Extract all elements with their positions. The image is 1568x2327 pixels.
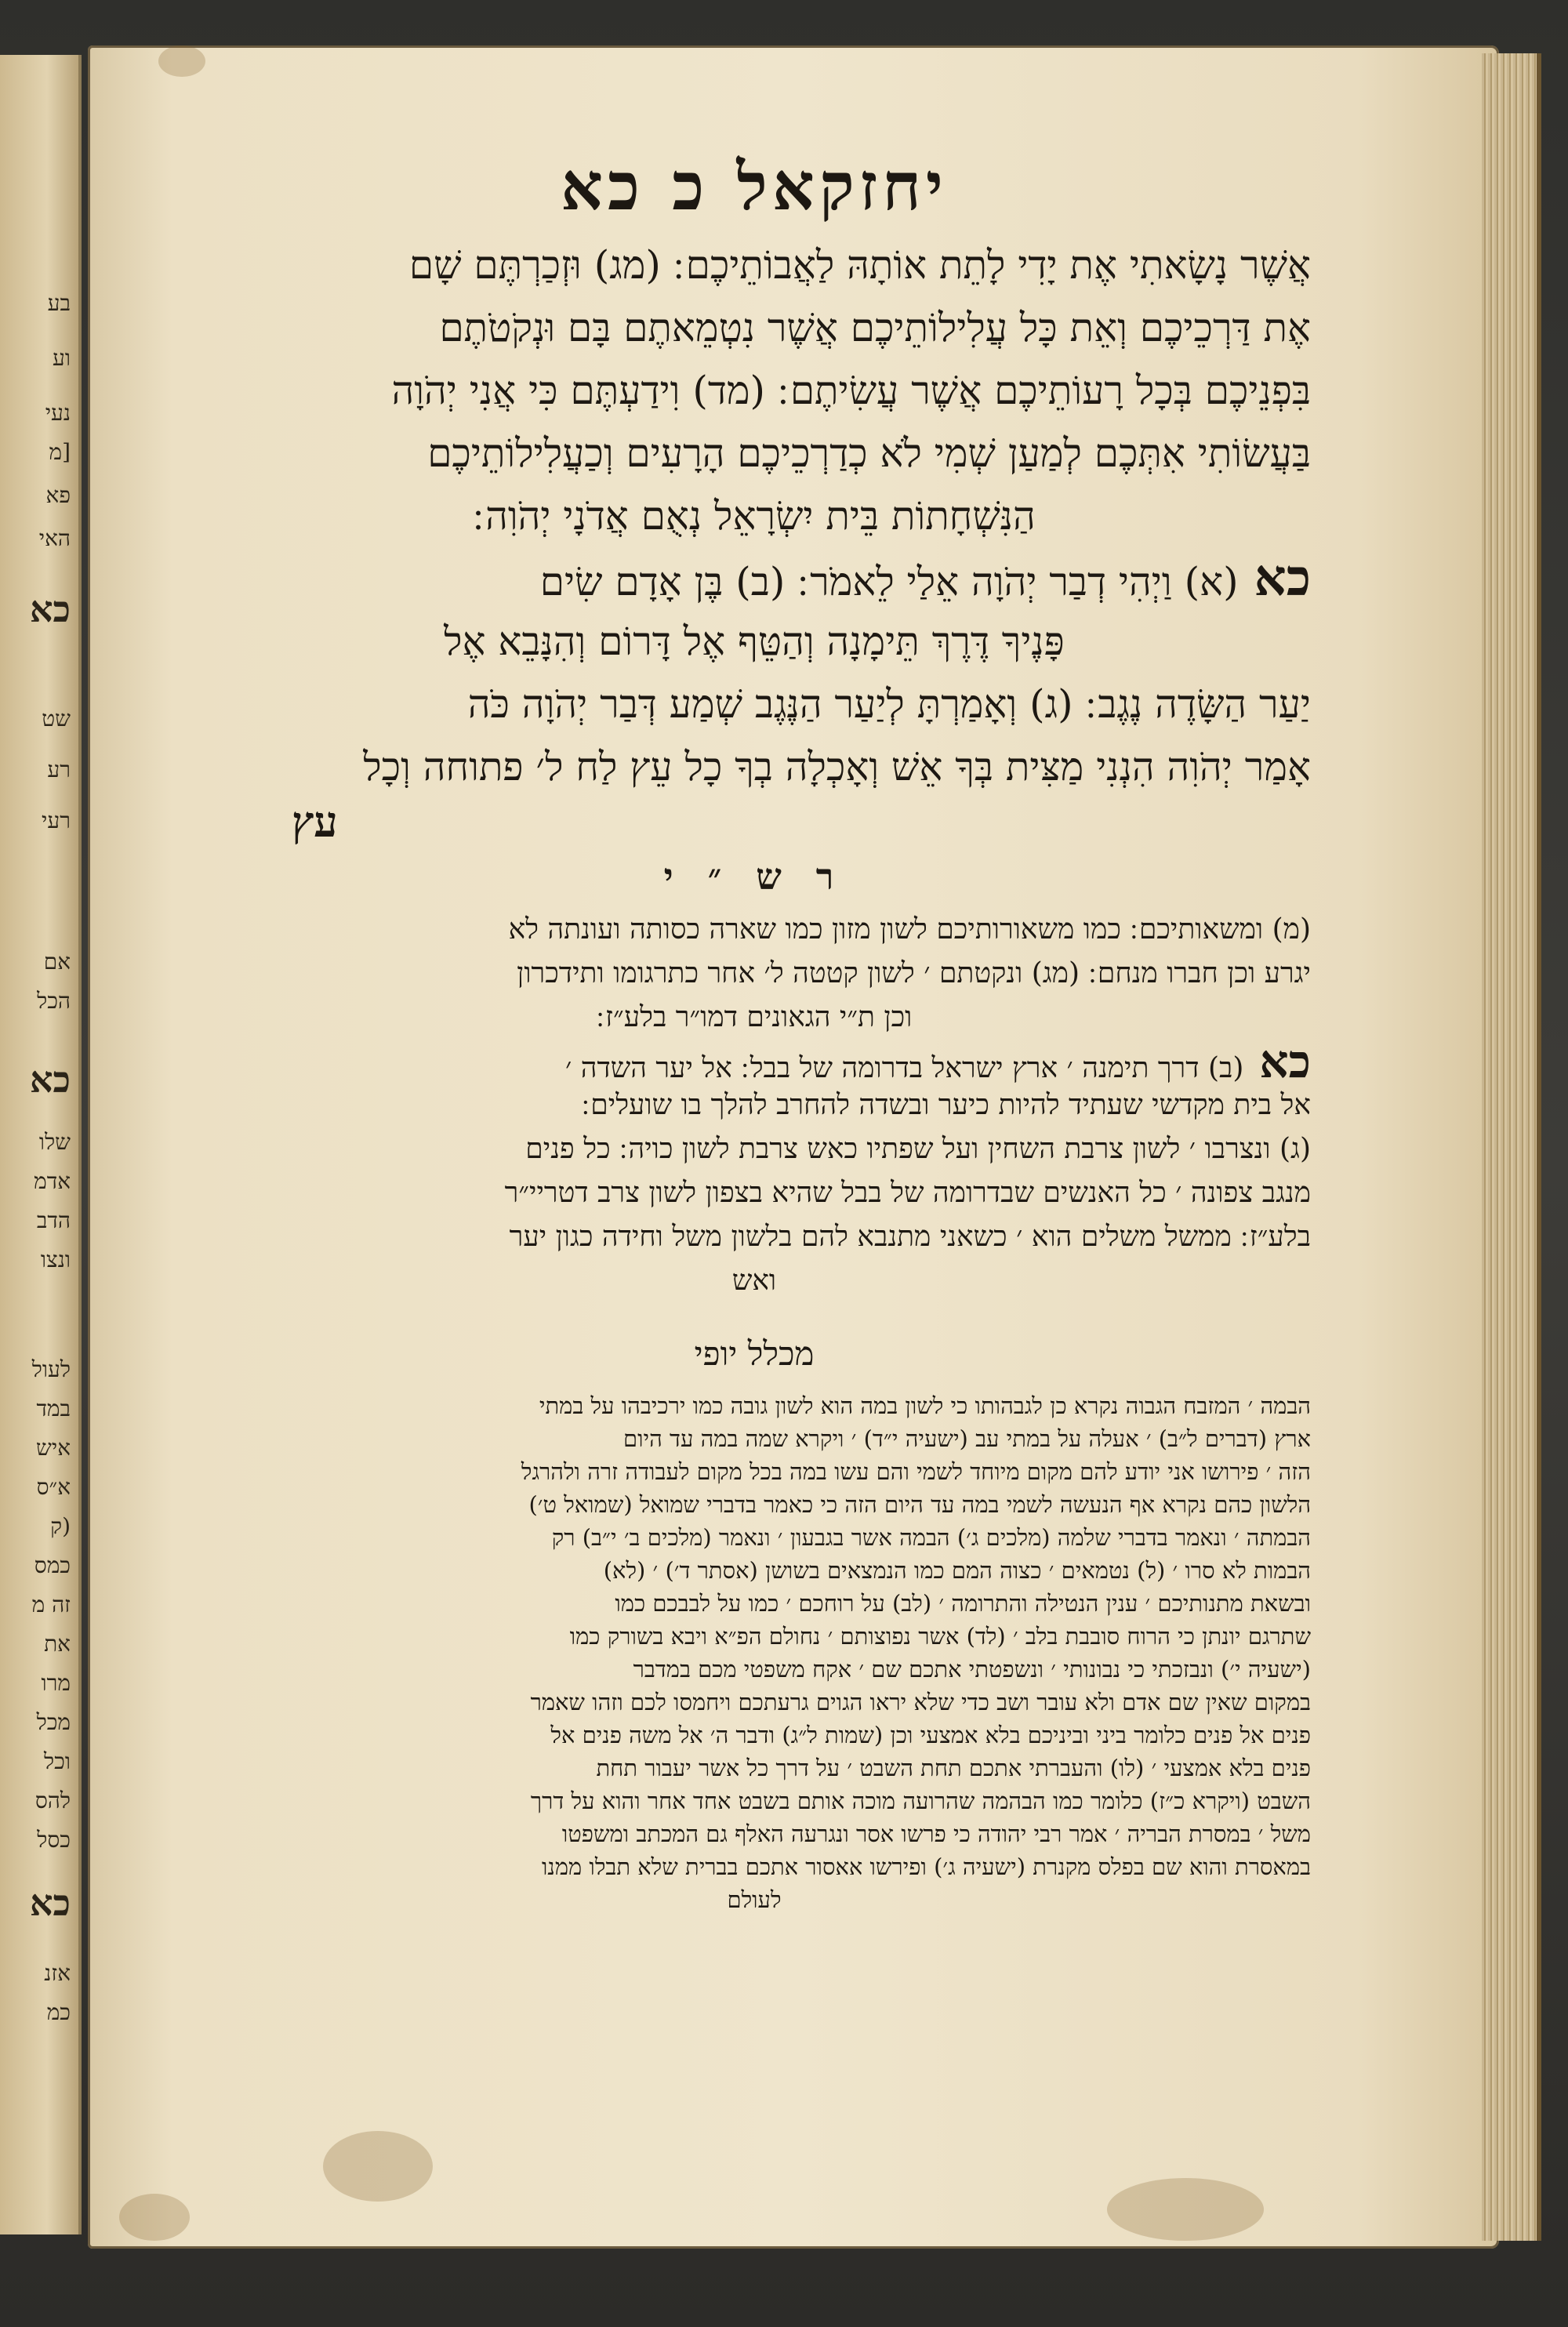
margin-word: נעי — [45, 400, 71, 426]
margin-word: רעי — [42, 808, 71, 833]
commentary-line: ארץ (דברים ל״ב) ׳ אעלה על במתי עב (ישעיה י״ד) ׳ ויקרא שמה במה עד היום — [623, 1425, 1311, 1452]
margin-word: במד — [36, 1396, 71, 1421]
margin-word: כא — [29, 588, 71, 630]
page-edges — [1482, 53, 1541, 2241]
left-page-edge — [0, 55, 82, 2234]
scripture-line: יַעַר הַשָּׂדֶה נֶגֶב ׃ (ג) וְאָמַרְתָּ לְיַעַר הַנֶּגֶב שְׁמַע דְּבַר יְהֹוָה כֹּה — [467, 681, 1311, 727]
chapter-number: כא — [1254, 549, 1311, 608]
margin-word: מכל — [36, 1709, 71, 1735]
rashi-line: בלע״ז ׃ ממשל משלים הוא ׳ כשאני מתנבא להם בלשון משל וחידה כגון יער — [509, 1221, 1311, 1253]
scripture-line: אֲשֶׁר נָשָׂאתִי אֶת יָדִי לָתֵת אוֹתָהּ לַאֲבוֹתֵיכֶם ׃ (מג) וּזְכַרְתֶּם שָׁם — [408, 242, 1311, 288]
commentary-line: הזה ׳ פירושו אני יודע להם מקום מיוחד לשמי והם עשו במה בכל מקום לעבודה זרה ולהרגל — [521, 1458, 1311, 1485]
margin-word: כא — [29, 1058, 71, 1101]
margin-word: מרו — [41, 1670, 71, 1696]
catchword: עץ — [292, 797, 338, 847]
margin-word: כמ — [46, 1999, 71, 2025]
rashi-line: (מ) ומשאותיכם ׃ כמו משאורותיכם לשון מזון כמו שארה כסותה ועונתה לא — [508, 913, 1311, 946]
commentary-line: הלשון כהם נקרא אף הנעשה לשמי במה עד היום הזה כי כאמר בדברי שמואל (שמואל ט׳) — [528, 1491, 1311, 1518]
rashi-line: ואש — [731, 1265, 777, 1297]
commentary-line: שתרגם יונתן כי הרוח סובבת בלב ׳ (לד) אשר נפוצותם ׳ נחולם הפ״א ויבא בשורק כמו — [569, 1623, 1311, 1650]
commentary-line: פנים בלא אמצעי ׳ (לו) והעברתי אתכם תחת השבט ׳ על דרך כל אשר יעבור תחת — [596, 1755, 1311, 1781]
scripture-line: פָּנֶיךָ דֶּרֶךְ תֵּימָנָה וְהַטֵּף אֶל דָּרוֹם וְהִנָּבֵא אֶל — [444, 619, 1065, 664]
scripture-line: כא(א) וַיְהִי דְבַר יְהֹוָה אֵלַי לֵאמֹר ׃ (ב) בֶּן אָדָם שִׂים — [539, 549, 1311, 608]
page-content — [198, 140, 1311, 1916]
margin-word: ונצו — [40, 1247, 71, 1272]
rashi-line: כא(ב) דרך תימנה ׳ ארץ ישראל בדרומה של בבל ׃ אל יער השדה ׳ — [198, 1040, 1311, 1084]
margin-word: בע — [47, 290, 71, 316]
scripture-line: אָמַר יְהֹוִה הִנְנִי מַצִּית בְּךָ אֵשׁ וְאָכְלָה בְךָ כָל עֵץ לַח ל׳ פתוחה וְכָל — [363, 744, 1311, 790]
margin-word: וע — [52, 345, 71, 371]
margin-word: זה מ — [31, 1592, 71, 1617]
margin-word: א״ס — [36, 1474, 71, 1500]
margin-word: כמס — [34, 1552, 71, 1578]
rashi-line: וכן ת״י הגאונים דמו״ר בלע״ז ׃ — [596, 1001, 913, 1033]
commentary-line: הבמות לא סרו ׳ (ל) נטמאים ׳ כצוה המם כמו הנמצאים בשושן (אסתר ד׳) ׳ (לא) — [603, 1557, 1311, 1584]
rashi-chapter-number: כא — [1259, 1040, 1311, 1084]
rashi-block — [198, 908, 1311, 1303]
scripture-block — [198, 234, 1311, 798]
rashi-line: מנגב צפונה ׳ כל האנשים שבדרומה של בבל שהיא בצפון לשון צרב דטריי״ר — [504, 1177, 1311, 1209]
margin-word: [מ — [49, 439, 71, 465]
commentary-line: (ישעיה י׳) ונבזכתי כי נבונותי ׳ ונשפטתי אתכם שם ׳ אקח משפטי מכם במדבר — [633, 1656, 1311, 1683]
margin-word: אדמ — [34, 1168, 71, 1194]
commentary-block — [198, 1389, 1311, 1916]
margin-word: (ק — [50, 1513, 71, 1539]
running-header: יחזקאל כ כא — [561, 147, 948, 225]
commentary-line: משל ׳ במסרת הבריה ׳ אמר רבי יהודה כי פרשו אסר ונגרעה האלף גם המכתב ומשפטו — [561, 1821, 1311, 1847]
commentary-line: במאסרת והוא שם בפלס מקנרת (ישעיה ג׳) ופירשו אאסור אתכם בברית שלא תבלו ממנו — [541, 1853, 1311, 1880]
margin-word: להס — [34, 1788, 71, 1813]
margin-word: שלו — [38, 1129, 71, 1155]
margin-word: וכל — [44, 1748, 71, 1774]
margin-word: הכל — [37, 988, 71, 1014]
commentary-line: הבמה ׳ המזבח הגבוה נקרא כן לגבהותו כי לשון במה הוא לשון גובה כמו ירכיבהו על במתי — [539, 1392, 1311, 1419]
margin-word: אם — [43, 949, 71, 975]
margin-word: את — [44, 1631, 71, 1657]
scripture-line: אֶת דַּרְכֵיכֶם וְאֵת כָּל עֲלִילוֹתֵיכֶם אֲשֶׁר נִטְמֵאתֶם בָּם וּנְקֹטֹתֶם — [439, 305, 1311, 350]
book-page — [88, 45, 1499, 2249]
margin-word: רע — [47, 757, 71, 782]
scripture-line: הַנִּשְׁחָתוֹת בֵּית יִשְׂרָאֵל נְאֻם אֲדֹנָי יְהֹוִה ׃ — [473, 493, 1036, 539]
scripture-line: בַּעֲשׂוֹתִי אִתְּכֶם לְמַעַן שְׁמִי לֹא כְדַרְכֵיכֶם הָרָעִים וְכַעֲלִילוֹתֵיכֶם — [427, 430, 1311, 476]
rashi-line: (ג) ונצרבו ׳ לשון צרבת השחין ועל שפתיו כאש צרבת לשון כויה ׃ כל פנים — [525, 1133, 1311, 1165]
scripture-line: בִּפְנֵיכֶם בְּכָל רָעוֹתֵיכֶם אֲשֶׁר עֲשִׂיתֶם ׃ (מד) וִידַעְתֶּם כִּי אֲנִי יְהֹוָה — [391, 368, 1311, 413]
margin-word: כסל — [37, 1827, 71, 1853]
margin-word: פא — [45, 482, 71, 508]
commentary-line: פנים אל פנים כלומר ביני וביניכם בלא אמצעי וכן (שמות ל״ג) ודבר ה׳ אל משה פנים אל — [550, 1722, 1311, 1748]
margin-word: איש — [36, 1435, 71, 1461]
rashi-line: יגרע וכן חברו מנחם ׃ (מג) ונקטתם ׳ לשון קטטה ל׳ אחר כתרגומו ותידכרון — [517, 957, 1311, 989]
rashi-line: אל בית מקדשי שעתיד להיות כיער ובשדה להחרב להלך בו שועלים ׃ — [581, 1089, 1311, 1121]
margin-word: אזנ — [44, 1960, 71, 1986]
margin-word: שט — [42, 706, 71, 731]
commentary-line: במקום שאין שם אדם ולא עובר ושב כדי שלא יראו הגוים גרעתכם ויחמסו לכם וזהו שאמר — [530, 1689, 1311, 1715]
commentary-line: השבט (ויקרא כ״ז) כלומר כמו הבהמה שהרועה מוכה אותם בשבט אחד אחר והוא על דרך — [530, 1788, 1311, 1814]
commentary-line: ובשאת מתנותיכם ׳ ענין הנטילה והתרומה ׳ (לב) על רוחכם ׳ כמו על לבבכם כמו — [615, 1590, 1311, 1617]
margin-word: לעול — [31, 1356, 71, 1382]
rashi-title: ר ש ״ י — [663, 855, 845, 898]
margin-word: כא — [29, 1882, 71, 1924]
commentary-line: הבמתה ׳ ונאמר בדברי שלמה (מלכים ג׳) הבמה אשר בגבעון ׳ ונאמר (מלכים ב׳ י״ב) רק — [551, 1524, 1311, 1551]
commentary-title: מכלל יופי — [694, 1334, 815, 1373]
margin-word: הדב — [36, 1207, 71, 1233]
commentary-line: לעולם — [727, 1886, 782, 1913]
margin-word: האי — [38, 525, 71, 551]
